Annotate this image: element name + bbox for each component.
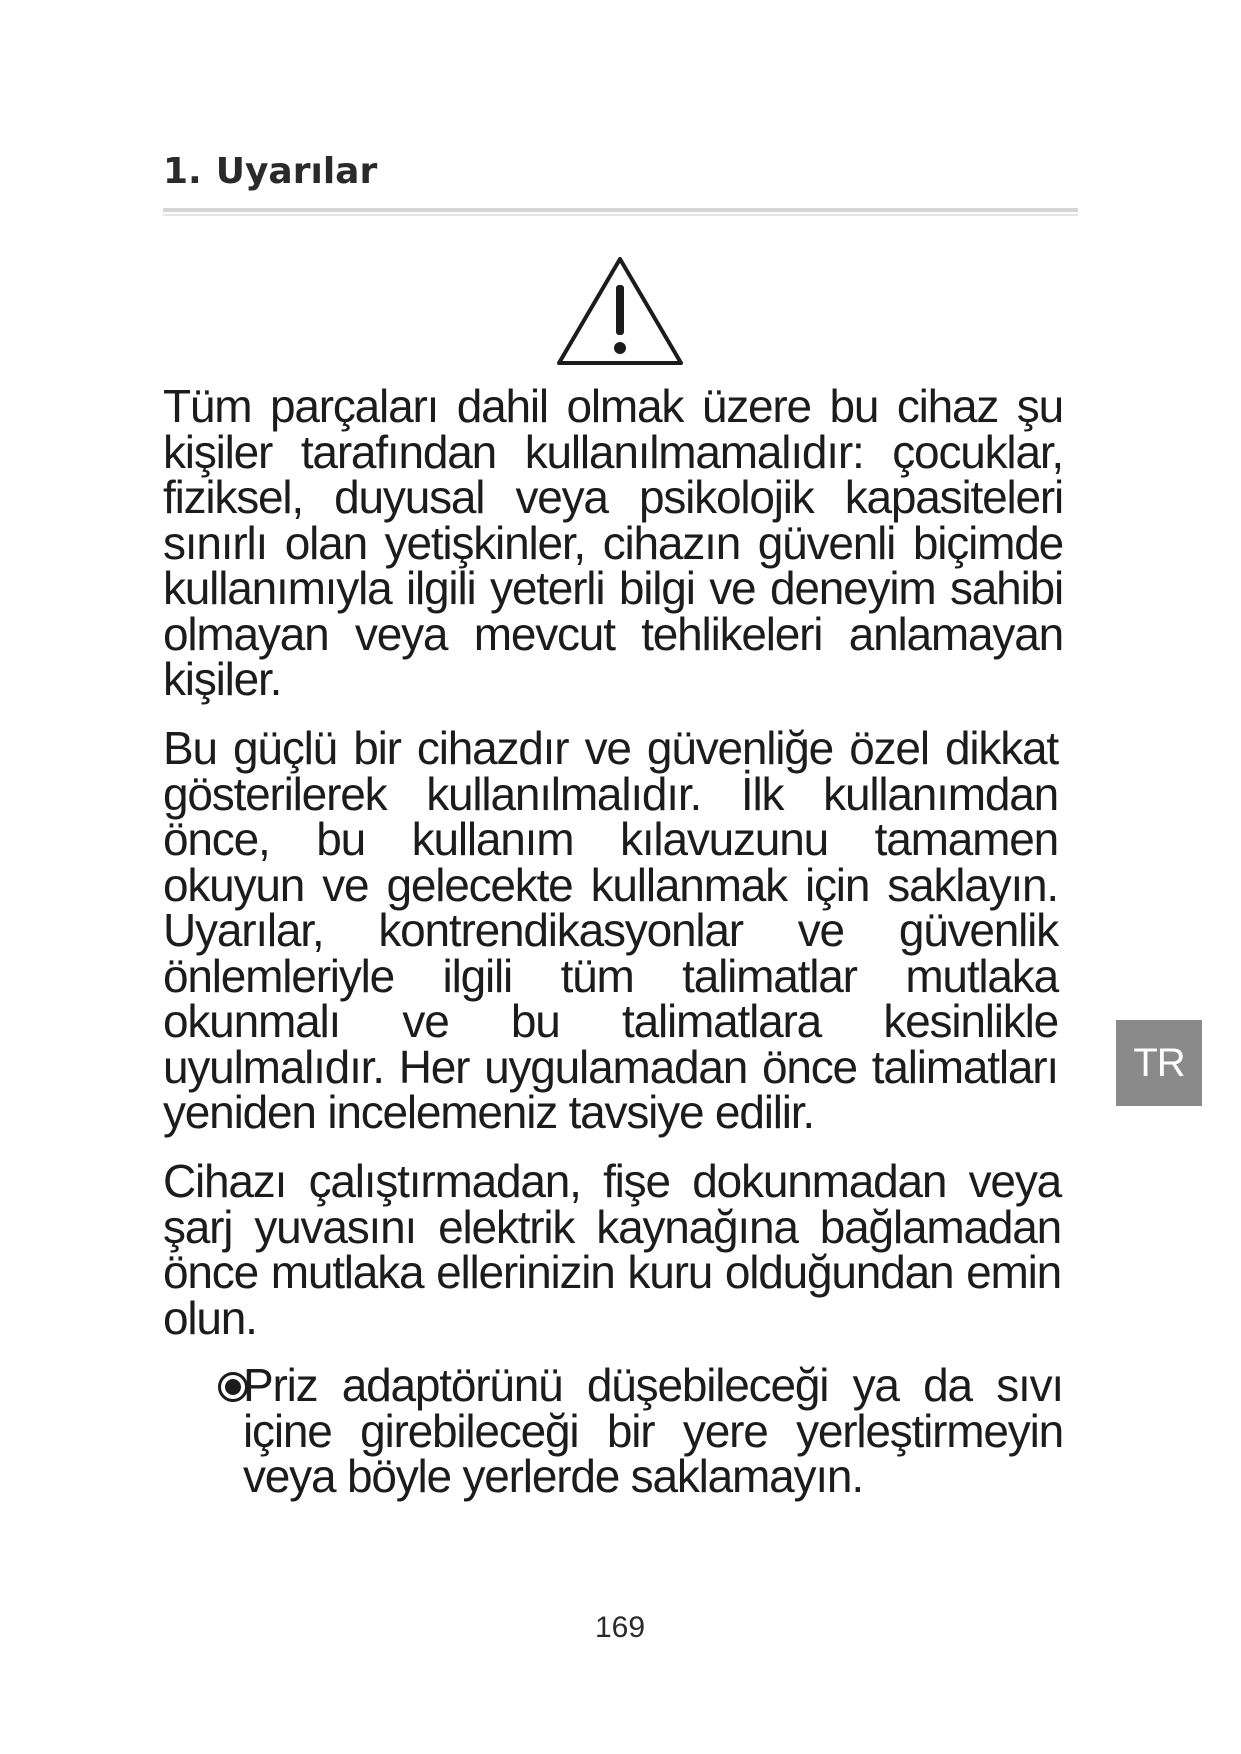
page-number: 169 [594, 1611, 646, 1644]
paragraph-read-instructions: Bu güçlü bir cihazdır ve güvenliğe özel dikkat gösterilerek kullanılmalıdır. İlk kullanımdan önce, bu kullanım kılavuzunu tamamen okuyun ve gelecekte kullanmak için saklayın. Uyarılar, kontrendikasyonlar ve güvenlik önlemleriyle ilgili tüm talimatlar mutlaka okunmalı ve bu talimatlara kesinlikle uyulmalıdır. Her uygulamadan önce talimatları yeniden incelemeniz tavsiye edilir. [163, 722, 1058, 1138]
paragraph-dry-hands: Cihazı çalıştırmadan, fişe dokunmadan veya şarj yuvasını elektrik kaynağına bağlamadan önce mutlaka ellerinizin kuru olduğundan emin olun. [163, 1155, 1061, 1344]
warning-triangle-icon [555, 255, 685, 367]
heading-divider [163, 208, 1078, 216]
section-heading [163, 150, 377, 194]
section-title: Uyarılar [215, 151, 378, 192]
language-tab: TR [1116, 1020, 1202, 1106]
bullet-text: Priz adaptörünü düşebileceği ya da sıvı içine girebileceği bir yere yerleştirmeyin veya böyle yerlerde saklamayın. [243, 1359, 1063, 1502]
section-number: 1. [163, 151, 202, 192]
paragraph-usage-restrictions: Tüm parçaları dahil olmak üzere bu cihaz şu kişiler tarafından kullanılmamalıdır: çocuklar, fiziksel, duyusal veya psikolojik kapasiteleri sınırlı olan yetişkinler, cihazın güvenli biçimde kullanımıyla ilgili yeterli bilgi ve deneyim sahibi olmayan veya mevcut tehlikeleri anlamayan kişiler. [163, 380, 1063, 705]
